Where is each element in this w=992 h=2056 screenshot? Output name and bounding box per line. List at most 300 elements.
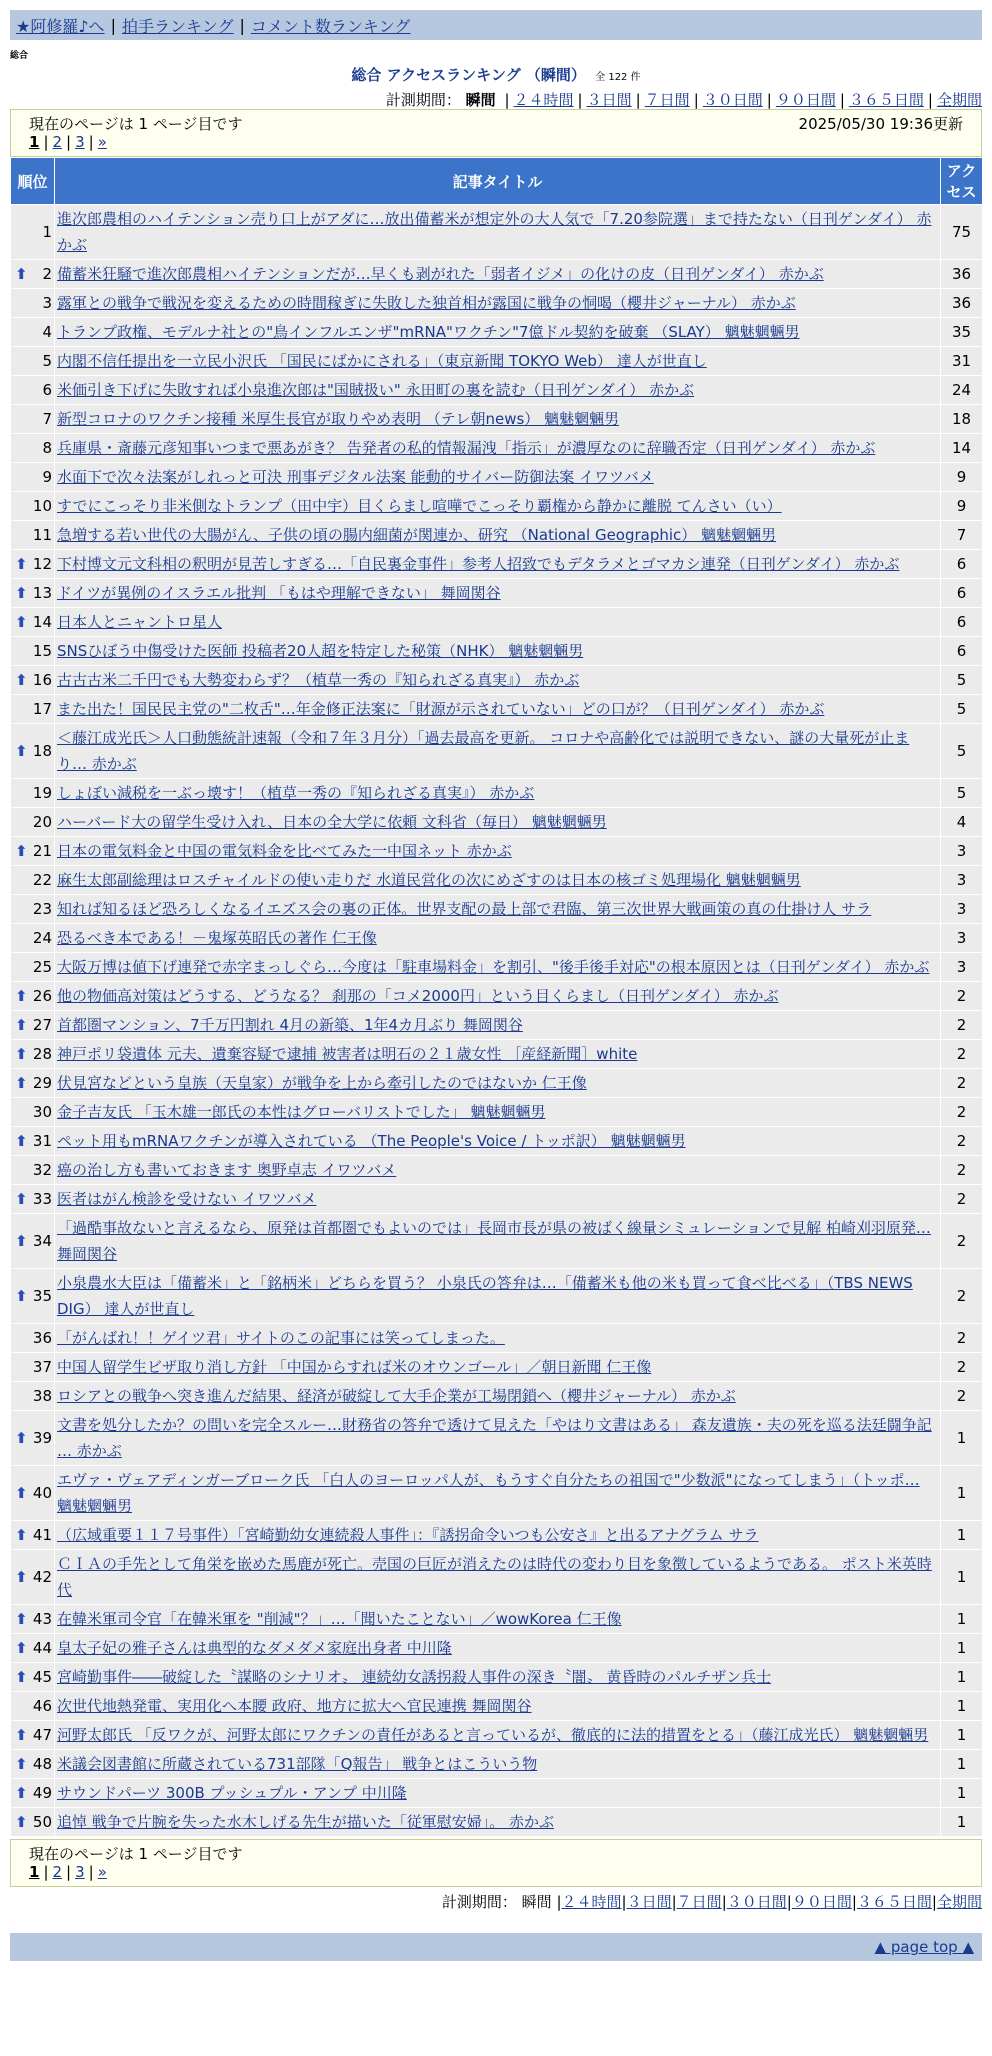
rank-cell (11, 666, 55, 695)
rank-cell (11, 1040, 55, 1069)
period-links (556, 1893, 982, 1911)
page-separator: | (66, 133, 72, 151)
article-link[interactable]: 在韓米軍司令官「在韓米軍を "削減"？」…「聞いたことない」／wowKorea 仁王像 (57, 1610, 622, 1628)
table-row (11, 289, 983, 318)
table-row (11, 205, 983, 260)
access-count: 1 (941, 1550, 983, 1605)
rank-up-icon: ⬆ (15, 584, 28, 602)
rank-number: 27 (32, 1016, 52, 1034)
article-link[interactable]: 神戸ポリ袋遺体 元夫、遺棄容疑で逮捕 被害者は明石の２１歳女性 ［産経新聞］white (57, 1045, 638, 1063)
article-link[interactable]: 癌の治し方も書いておきます 奥野卓志 イワツバメ (57, 1161, 397, 1179)
rank-cell (11, 434, 55, 463)
article-link[interactable]: 追悼 戦争で片腕を失った水木しげる先生が描いた「従軍慰安婦」。 赤かぶ (57, 1813, 555, 1831)
period-separator: | (851, 1893, 857, 1911)
rank-up-icon: ⬆ (15, 613, 28, 631)
rank-number: 29 (32, 1074, 52, 1092)
rank-number: 2 (42, 265, 52, 283)
table-row (11, 1353, 983, 1382)
rank-number: 18 (32, 742, 52, 760)
page-link[interactable]: 2 (52, 1863, 63, 1881)
nav-separator: | (110, 15, 116, 35)
ranking-table (10, 157, 983, 1837)
article-link[interactable]: 「がんばれ！！ゲイツ君」サイトのこの記事には笑ってしまった。 (57, 1329, 505, 1347)
rank-number: 7 (42, 410, 52, 428)
article-link[interactable]: ドイツが異例のイスラエル批判 「もはや理解できない」 舞岡関谷 (57, 584, 501, 602)
article-link[interactable]: ハーバード大の留学生受け入れ、日本の全大学に依頼 文科省（毎日） 魑魅魍魎男 (57, 813, 607, 831)
rank-number: 35 (32, 1287, 52, 1305)
article-link[interactable]: 皇太子妃の雅子さんは典型的なダメダメ家庭出身者 中川隆 (57, 1639, 452, 1657)
period-links (500, 91, 982, 109)
period-link[interactable]: ７日間 (644, 91, 690, 109)
page-top-link[interactable]: ▲ page top ▲ (874, 1938, 974, 1956)
title-cell (55, 521, 941, 550)
access-count: 3 (941, 866, 983, 895)
title-cell (55, 1040, 941, 1069)
article-link[interactable]: また出た！国民民主党の"二枚舌"…年金修正法案に「財源が示されていない」どの口が？（日刊ゲンダイ） 赤かぶ (57, 700, 825, 718)
table-row (11, 1663, 983, 1692)
rank-cell (11, 779, 55, 808)
table-row (11, 1011, 983, 1040)
header-access: アクセス (941, 158, 983, 205)
access-count: 2 (941, 1127, 983, 1156)
rank-cell (11, 1466, 55, 1521)
article-link[interactable]: 米議会図書館に所蔵されている731部隊「Q報告」 戦争とはこういう物 (57, 1755, 538, 1773)
title-cell (55, 1353, 941, 1382)
rank-cell (11, 1721, 55, 1750)
article-link[interactable]: 新型コロナのワクチン接種 米厚生長官が取りやめ表明 （テレ朝news） 魑魅魍魎男 (57, 410, 620, 428)
rank-up-icon: ⬆ (15, 1526, 28, 1544)
rank-cell (11, 1550, 55, 1605)
period-separator: | (504, 91, 510, 109)
table-row (11, 1214, 983, 1269)
rank-number: 40 (32, 1484, 52, 1502)
period-separator: | (577, 91, 583, 109)
access-count: 2 (941, 1382, 983, 1411)
title-cell (55, 260, 941, 289)
home-link[interactable]: ★阿修羅♪へ (16, 16, 105, 36)
table-row (11, 521, 983, 550)
period-link[interactable]: ３６５日間 (848, 91, 924, 109)
title-cell (55, 637, 941, 666)
table-row (11, 1069, 983, 1098)
table-row (11, 808, 983, 837)
page-current: 1 (29, 133, 40, 151)
article-link[interactable]: 兵庫県・斎藤元彦知事いつまで悪あがき？ 告発者の私的情報漏洩「指示」が濃厚なのに辞職否定（日刊ゲンダイ） 赤かぶ (57, 439, 876, 457)
article-link[interactable]: 河野太郎氏 「反ワクが、河野太郎にワクチンの責任があると言っているが、徹底的に法的措置をとる」（藤江成光氏） 魑魅魍魎男 (57, 1726, 929, 1744)
table-row (11, 1040, 983, 1069)
rank-cell (11, 347, 55, 376)
access-count: 1 (941, 1634, 983, 1663)
article-link[interactable]: 下村博文元文科相の釈明が見苦しすぎる…「自民裏金事件」参考人招致でもデタラメとゴマカシ連発（日刊ゲンダイ） 赤かぶ (57, 555, 900, 573)
rank-number: 11 (32, 526, 52, 544)
table-row (11, 260, 983, 289)
article-link[interactable]: 急増する若い世代の大腸がん、子供の頃の腸内細菌が関連か、研究 （National Geographic） 魑魅魍魎男 (57, 526, 777, 544)
access-count: 75 (941, 205, 983, 260)
table-row (11, 724, 983, 779)
table-header-row (11, 158, 983, 205)
rank-number: 39 (32, 1429, 52, 1447)
article-link[interactable]: ロシアとの戦争へ突き進んだ結果、経済が破綻して大手企業が工場閉鎖へ（櫻井ジャーナル） 赤かぶ (57, 1387, 736, 1405)
rank-number: 37 (32, 1358, 52, 1376)
table-row (11, 550, 983, 579)
article-link[interactable]: 進次郎農相のハイテンション売り口上がアダに…放出備蓄米が想定外の大人気で「7.20参院選」まで持たない（日刊ゲンダイ） 赤かぶ (57, 210, 932, 254)
rank-up-icon: ⬆ (15, 1045, 28, 1063)
rank-up-icon: ⬆ (15, 1784, 28, 1802)
access-count: 2 (941, 1214, 983, 1269)
title-cell (55, 1808, 941, 1837)
period-link[interactable]: ７日間 (676, 1893, 722, 1911)
table-row (11, 666, 983, 695)
rank-cell (11, 376, 55, 405)
applause-ranking-link[interactable]: 拍手ランキング (121, 16, 234, 36)
title-cell (55, 808, 941, 837)
rank-cell (11, 1605, 55, 1634)
rank-up-icon: ⬆ (15, 1755, 28, 1773)
title-cell (55, 1382, 941, 1411)
article-link[interactable]: トランプ政権、モデルナ社との"鳥インフルエンザ"mRNA"ワクチン"7億ドル契約を破棄 （SLAY） 魑魅魍魎男 (57, 323, 800, 341)
rank-up-icon: ⬆ (15, 1287, 28, 1305)
period-separator: | (766, 91, 772, 109)
title-cell (55, 1127, 941, 1156)
access-count: 2 (941, 1353, 983, 1382)
article-link[interactable]: 日本人とニャントロ星人 (57, 613, 223, 631)
rank-number: 41 (32, 1526, 52, 1544)
title-cell (55, 1779, 941, 1808)
table-row (11, 347, 983, 376)
access-count: 3 (941, 953, 983, 982)
top-nav-bar (10, 10, 982, 40)
page-status: 現在のページは 1 ページ目です (29, 1845, 243, 1863)
access-count: 24 (941, 376, 983, 405)
access-count: 3 (941, 924, 983, 953)
rank-number: 9 (42, 468, 52, 486)
access-count: 2 (941, 1324, 983, 1353)
rank-cell (11, 637, 55, 666)
access-count: 1 (941, 1692, 983, 1721)
period-separator: | (721, 1893, 727, 1911)
access-count: 9 (941, 463, 983, 492)
access-count: 31 (941, 347, 983, 376)
access-count: 1 (941, 1605, 983, 1634)
page-separator: | (43, 1863, 49, 1881)
page-current: 1 (29, 1863, 40, 1881)
title-cell (55, 1156, 941, 1185)
next-page-link[interactable]: » (97, 133, 107, 151)
rank-number: 36 (32, 1329, 52, 1347)
article-link[interactable]: 中国人留学生ビザ取り消し方針 「中国からすれば米のオウンゴール」／朝日新聞 仁王像 (57, 1358, 652, 1376)
rank-cell (11, 1634, 55, 1663)
article-link[interactable]: 日本の電気料金と中国の電気料金を比べてみた一中国ネット 赤かぶ (57, 842, 512, 860)
table-row (11, 1411, 983, 1466)
rank-number: 43 (32, 1610, 52, 1628)
period-link[interactable]: ９０日間 (791, 1893, 852, 1911)
access-count: 1 (941, 1750, 983, 1779)
rank-cell (11, 289, 55, 318)
rank-cell (11, 608, 55, 637)
next-page-link[interactable]: » (97, 1863, 107, 1881)
rank-up-icon: ⬆ (15, 1429, 28, 1447)
rank-up-icon: ⬆ (15, 1813, 28, 1831)
rank-number: 24 (32, 929, 52, 947)
access-count: 6 (941, 608, 983, 637)
access-count: 1 (941, 1663, 983, 1692)
article-link[interactable]: 水面下で次々法案がしれっと可決 刑事デジタル法案 能動的サイバー防御法案 イワツバメ (57, 468, 654, 486)
table-row (11, 779, 983, 808)
comment-ranking-link[interactable]: コメント数ランキング (250, 16, 411, 36)
rank-number: 45 (32, 1668, 52, 1686)
rank-up-icon: ⬆ (15, 1132, 28, 1150)
access-count: 5 (941, 666, 983, 695)
period-separator: | (621, 1893, 627, 1911)
rank-number: 26 (32, 987, 52, 1005)
rank-cell (11, 866, 55, 895)
article-link[interactable]: サウンドパーツ 300B プッシュプル・アンプ 中川隆 (57, 1784, 407, 1802)
article-link[interactable]: ＜藤江成光氏＞人口動態統計速報（令和７年３月分）「過去最高を更新。 コロナや高齢化では説明できない、謎の大量死が止まり… 赤かぶ (57, 729, 910, 773)
title-cell (55, 1521, 941, 1550)
table-row (11, 1127, 983, 1156)
period-link[interactable]: ３日間 (626, 1893, 672, 1911)
period-separator: | (786, 1893, 792, 1911)
article-link[interactable]: 古古古米二千円でも大勢変わらず？（植草一秀の『知られざる真実』） 赤かぶ (57, 671, 580, 689)
article-link[interactable]: エヴァ・ヴェアディンガーブローク氏 「白人のヨーロッパ人が、もうすぐ自分たちの祖国で"少数派"になってしまう」（トッポ… 魑魅魍魎男 (57, 1471, 920, 1515)
rank-number: 8 (42, 439, 52, 457)
rank-number: 46 (32, 1697, 52, 1715)
title-cell (55, 434, 941, 463)
table-row (11, 434, 983, 463)
title-cell (55, 1634, 941, 1663)
period-link[interactable]: ３日間 (586, 91, 632, 109)
title-cell (55, 1069, 941, 1098)
rank-cell (11, 1214, 55, 1269)
access-count: 2 (941, 1098, 983, 1127)
article-link[interactable]: SNSひぼう中傷受けた医師 投稿者20人超を特定した秘策（NHK） 魑魅魍魎男 (57, 642, 584, 660)
rank-number: 12 (32, 555, 52, 573)
updated-time: 2025/05/30 19:36更新 (798, 115, 963, 133)
table-row (11, 1098, 983, 1127)
article-link[interactable]: 麻生太郎副総理はロスチャイルドの使い走りだ 水道民営化の次にめざすのは日本の核ゴミ処理場化 魑魅魍魎男 (57, 871, 801, 889)
page (10, 10, 982, 1981)
table-row (11, 1185, 983, 1214)
rank-number: 42 (32, 1568, 52, 1586)
title-cell (55, 1185, 941, 1214)
total-count: 全 122 件 (595, 72, 641, 83)
table-row (11, 1721, 983, 1750)
article-link[interactable]: 首都圏マンション、7千万円割れ 4月の新築、1年4カ月ぶり 舞岡関谷 (57, 1016, 523, 1034)
rank-cell (11, 1098, 55, 1127)
article-link[interactable]: （広域重要１１７号事件）「宮崎勤幼女連続殺人事件」：『誘拐命令いつも公安さ』と出るアナグラム サラ (57, 1526, 759, 1544)
period-link[interactable]: 全期間 (936, 1893, 982, 1911)
article-link[interactable]: 小泉農水大臣は「備蓄米」と「銘柄米」どちらを買う？ 小泉氏の答弁は…「備蓄米も他の米も買って食べ比べる」（TBS NEWS DIG） 達人が世直し (57, 1274, 913, 1318)
rank-up-icon: ⬆ (15, 1639, 28, 1657)
period-current: 瞬間 (465, 91, 496, 109)
rank-cell (11, 924, 55, 953)
page-link[interactable]: 3 (75, 133, 85, 151)
period-link[interactable]: ３０日間 (702, 91, 763, 109)
title-cell (55, 550, 941, 579)
title-cell (55, 1550, 941, 1605)
title-cell (55, 779, 941, 808)
rank-up-icon: ⬆ (15, 1484, 28, 1502)
access-count: 2 (941, 982, 983, 1011)
page-separator: | (88, 1863, 94, 1881)
title-cell (55, 318, 941, 347)
access-count: 6 (941, 579, 983, 608)
article-link[interactable]: 文書を処分したか？の問いを完全スルー…財務省の答弁で透けて見えた「やはり文書はある」 森友遺族・夫の死を巡る法廷闘争記 … 赤かぶ (57, 1416, 932, 1460)
rank-cell (11, 1156, 55, 1185)
access-count: 1 (941, 1808, 983, 1837)
rank-number: 47 (32, 1726, 52, 1744)
footer-bar (10, 1933, 982, 1961)
article-link[interactable]: しょぼい減税を一ぶっ壊す！（植草一秀の『知られざる真実』） 赤かぶ (57, 784, 535, 802)
period-link[interactable]: ３６５日間 (856, 1893, 932, 1911)
table-row (11, 1750, 983, 1779)
period-link[interactable]: ９０日間 (775, 91, 836, 109)
table-row (11, 895, 983, 924)
title-cell (55, 837, 941, 866)
rank-up-icon: ⬆ (15, 1668, 28, 1686)
rank-number: 15 (32, 642, 52, 660)
period-link[interactable]: ３０日間 (726, 1893, 787, 1911)
table-row (11, 608, 983, 637)
title-cell (55, 579, 941, 608)
rank-cell (11, 1692, 55, 1721)
rank-number: 17 (32, 700, 52, 718)
table-row (11, 1692, 983, 1721)
period-selector-bottom (10, 1891, 982, 1911)
access-count: 35 (941, 318, 983, 347)
page-link[interactable]: 3 (75, 1863, 85, 1881)
rank-cell (11, 1779, 55, 1808)
article-link[interactable]: 恐るべき本である！－鬼塚英昭氏の著作 仁王像 (57, 929, 377, 947)
article-link[interactable]: 知れば知るほど恐ろしくなるイエズス会の裏の正体。世界支配の最上部で君臨、第三次世界大戦画策の真の仕掛け人 サラ (57, 900, 872, 918)
article-link[interactable]: 宮崎勤事件――破綻した〝謀略のシナリオ〟 連続幼女誘拐殺人事件の深き〝闇〟 黄昏時のパルチザン兵士 (57, 1668, 772, 1686)
access-count: 36 (941, 289, 983, 318)
period-label: 計測期間： (441, 1893, 517, 1911)
table-row (11, 1550, 983, 1605)
period-link[interactable]: 全期間 (936, 91, 982, 109)
article-link[interactable]: 「過酷事故ないと言えるなら、原発は首都圏でもよいのでは」長岡市長が県の被ばく線量シミュレーションで見解 柏崎刈羽原発… 舞岡関谷 (57, 1219, 931, 1263)
rank-number: 32 (32, 1161, 52, 1179)
pager-top (10, 109, 982, 157)
title-cell (55, 1011, 941, 1040)
article-link[interactable]: 内閣不信任提出を一立民小沢氏 「国民にばかにされる」（東京新聞 TOKYO Web） 達人が世直し (57, 352, 707, 370)
access-count: 6 (941, 550, 983, 579)
rank-cell (11, 1808, 55, 1837)
rank-number: 23 (32, 900, 52, 918)
rank-number: 33 (32, 1190, 52, 1208)
title-cell (55, 405, 941, 434)
table-row (11, 695, 983, 724)
rank-number: 25 (32, 958, 52, 976)
article-link[interactable]: 医者はがん検診を受けない イワツバメ (57, 1190, 317, 1208)
rank-number: 16 (32, 671, 52, 689)
article-link[interactable]: 備蓄米狂騒で進次郎農相ハイテンションだが…早くも剥がれた「弱者イジメ」の化けの皮（日刊ゲンダイ） 赤かぶ (57, 265, 824, 283)
access-count: 14 (941, 434, 983, 463)
access-count: 36 (941, 260, 983, 289)
access-count: 1 (941, 1521, 983, 1550)
access-count: 7 (941, 521, 983, 550)
title-cell (55, 1098, 941, 1127)
access-count: 5 (941, 724, 983, 779)
article-link[interactable]: 伏見宮などという皇族（天皇家）が戦争を上から牽引したのではないか 仁王像 (57, 1074, 587, 1092)
rank-cell (11, 808, 55, 837)
table-row (11, 1605, 983, 1634)
title-cell (55, 866, 941, 895)
title-cell (55, 1411, 941, 1466)
page-link[interactable]: 2 (52, 133, 63, 151)
rank-up-icon: ⬆ (15, 1016, 28, 1034)
period-separator: | (635, 91, 641, 109)
rank-number: 34 (32, 1232, 52, 1250)
title-cell (55, 1269, 941, 1324)
rank-number: 22 (32, 871, 52, 889)
rank-cell (11, 260, 55, 289)
rank-up-icon: ⬆ (15, 842, 28, 860)
rank-cell (11, 1750, 55, 1779)
rank-up-icon: ⬆ (15, 1726, 28, 1744)
article-link[interactable]: 他の物価高対策はどうする、どうなる？ 刹那の「コメ2000円」という目くらまし（日刊ゲンダイ） 赤かぶ (57, 987, 779, 1005)
article-link[interactable]: 次世代地熱発電、実用化へ本腰 政府、地方に拡大へ官民連携 舞岡関谷 (57, 1697, 532, 1715)
article-link[interactable]: 米価引き下げに失敗すれば小泉進次郎は"国賊扱い" 永田町の裏を読む（日刊ゲンダイ） 赤かぶ (57, 381, 695, 399)
period-current: 瞬間 (521, 1893, 552, 1911)
rank-up-icon: ⬆ (15, 671, 28, 689)
title-cell (55, 1721, 941, 1750)
pager-bottom (10, 1839, 982, 1887)
period-separator: | (927, 91, 933, 109)
title-cell (55, 608, 941, 637)
rank-number: 3 (42, 294, 52, 312)
article-link[interactable]: ペット用もmRNAワクチンが導入されている （The People's Voice / トッポ訳） 魑魅魍魎男 (57, 1132, 686, 1150)
rank-cell (11, 953, 55, 982)
access-count: 2 (941, 1069, 983, 1098)
period-separator: | (671, 1893, 677, 1911)
title-cell (55, 924, 941, 953)
title-cell (55, 376, 941, 405)
page-title (10, 64, 982, 85)
table-row (11, 1156, 983, 1185)
rank-cell (11, 1663, 55, 1692)
title-cell (55, 1466, 941, 1521)
page-status: 現在のページは 1 ページ目です (29, 115, 243, 133)
title-cell (55, 205, 941, 260)
rank-up-icon: ⬆ (15, 1610, 28, 1628)
table-row (11, 924, 983, 953)
period-selector-top (10, 89, 982, 109)
period-link[interactable]: ２４時間 (513, 91, 574, 109)
title-cell (55, 666, 941, 695)
table-row (11, 1269, 983, 1324)
article-link[interactable]: 露軍との戦争で戦況を変えるための時間稼ぎに失敗した独首相が露国に戦争の恫喝（櫻井ジャーナル） 赤かぶ (57, 294, 796, 312)
rank-number: 14 (32, 613, 52, 631)
rank-cell (11, 463, 55, 492)
article-link[interactable]: 大阪万博は値下げ連発で赤字まっしぐら…今度は「駐車場料金」を割引、"後手後手対応"の根本原因とは（日刊ゲンダイ） 赤かぶ (57, 958, 930, 976)
article-link[interactable]: 金子吉友氏 「玉木雄一郎氏の本性はグローバリストでした」 魑魅魍魎男 (57, 1103, 546, 1121)
access-count: 18 (941, 405, 983, 434)
title-cell (55, 982, 941, 1011)
ranking-title: 総合 アクセスランキング （瞬間） (351, 66, 586, 84)
nav-separator: | (239, 15, 245, 35)
rank-cell (11, 724, 55, 779)
period-link[interactable]: ２４時間 (561, 1893, 622, 1911)
title-cell (55, 1692, 941, 1721)
access-count: 6 (941, 637, 983, 666)
rank-number: 19 (32, 784, 52, 802)
article-link[interactable]: すでにこっそり非米側なトランプ（田中宇）目くらまし喧嘩でこっそり覇権から静かに離脱 てんさい（い） (57, 497, 782, 515)
article-link[interactable]: ＣＩＡの手先として角栄を嵌めた馬鹿が死亡。売国の巨匠が消えたのは時代の変わり目を象徴しているようである。 ポスト米英時代 (57, 1555, 932, 1599)
rank-number: 31 (32, 1132, 52, 1150)
page-separator: | (43, 133, 49, 151)
rank-cell (11, 405, 55, 434)
